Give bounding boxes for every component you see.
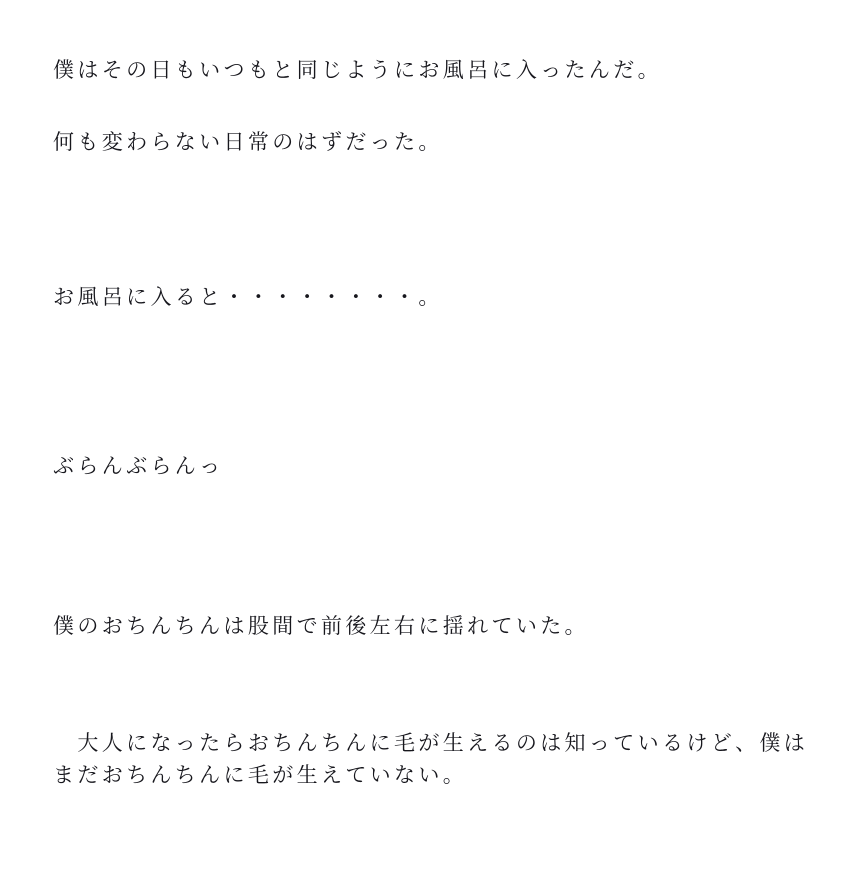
paragraph-1: 僕はその日もいつもと同じようにお風呂に入ったんだ。 [53,58,662,82]
paragraph-6: 大人になったらおちんちんに毛が生えるのは知っているけど、僕はまだおちんちんに毛が生えていない。 [53,730,809,788]
paragraph-3: お風呂に入ると・・・・・・・・。 [53,285,443,310]
paragraph-4: ぶらんぶらんっ [53,453,224,478]
paragraph-2: 何も変わらない日常のはずだった。 [53,129,443,154]
paragraph-5: 僕のおちんちんは股間で前後左右に揺れていた。 [53,614,589,639]
